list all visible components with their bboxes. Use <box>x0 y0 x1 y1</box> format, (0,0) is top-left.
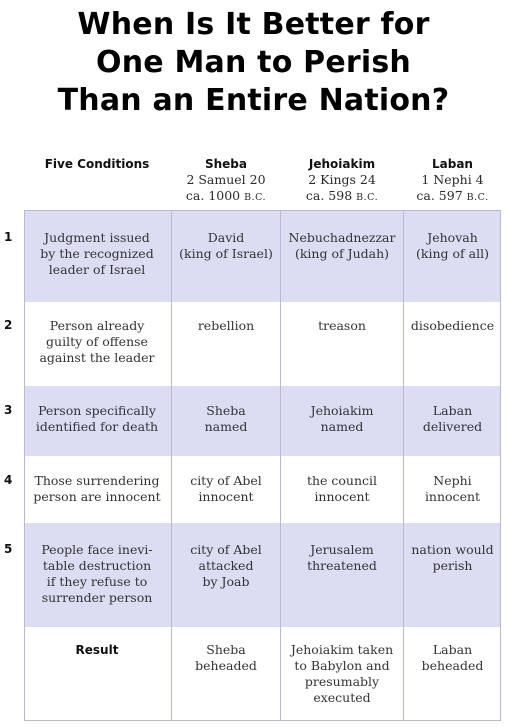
header-conditions <box>24 156 170 172</box>
condition-cell <box>24 473 170 505</box>
table-right-rule <box>500 210 501 721</box>
sheba-cell <box>173 542 279 590</box>
cell-line: the council <box>306 473 378 488</box>
header-jehoiakim-ref: 2 Kings 24 <box>308 172 376 187</box>
jehoiakim-cell <box>282 230 402 262</box>
laban-cell <box>405 403 500 435</box>
cell-line: People face inevi- <box>41 542 153 557</box>
table-bottom-rule <box>24 720 500 721</box>
cell-line: Sheba <box>206 642 246 657</box>
laban-result-cell <box>405 642 500 674</box>
cell-line: threatened <box>307 558 377 573</box>
cell-line: presumably <box>304 674 380 689</box>
cell-line: leader of Israel <box>48 262 146 277</box>
cell-line: Laban <box>432 403 473 418</box>
sheba-cell <box>173 318 279 334</box>
result-label-cell <box>24 642 170 658</box>
header-laban-date-line <box>405 188 500 206</box>
row-number: 4 <box>4 473 13 487</box>
sheba-cell <box>173 230 279 262</box>
header-laban-name: Laban <box>432 157 473 171</box>
header-jehoiakim-date: ca. 598 <box>305 188 353 203</box>
condition-cell <box>24 542 170 606</box>
cell-line: identified for death <box>35 419 159 434</box>
laban-cell <box>405 230 500 262</box>
header-laban <box>405 156 500 206</box>
cell-line: delivered <box>422 419 483 434</box>
header-jehoiakim-date-line <box>282 188 402 206</box>
cell-line: by the recognized <box>40 246 154 261</box>
cell-line: (king of all) <box>416 246 489 261</box>
title-line-1: When Is It Better for <box>77 7 430 42</box>
cell-line: executed <box>313 690 371 705</box>
column-rule-2 <box>280 210 281 721</box>
cell-line: Jehoiakim taken <box>290 642 394 657</box>
cell-line: Jehoiakim <box>310 403 374 418</box>
result-label: Result <box>75 643 119 657</box>
row-number: 3 <box>4 403 13 417</box>
column-rule-3 <box>403 210 404 721</box>
cell-line: city of Abel <box>190 473 262 488</box>
cell-line: Person specifically <box>38 403 156 418</box>
header-sheba-era: B.C. <box>244 192 267 203</box>
header-laban-ref: 1 Nephi 4 <box>421 172 484 187</box>
cell-line: to Babylon and <box>294 658 390 673</box>
laban-cell <box>405 542 500 574</box>
cell-line: innocent <box>314 489 370 504</box>
sheba-cell <box>173 473 279 505</box>
cell-line: disobedience <box>410 318 495 333</box>
sheba-result-cell <box>173 642 279 674</box>
cell-line: person are innocent <box>33 489 161 504</box>
cell-line: city of Abel <box>190 542 262 557</box>
page-title <box>0 6 507 120</box>
jehoiakim-cell <box>282 318 402 334</box>
cell-line: beheaded <box>195 658 257 673</box>
cell-line: Judgment issued <box>44 230 150 245</box>
cell-line: innocent <box>424 489 481 504</box>
cell-line: perish <box>432 558 473 573</box>
header-jehoiakim <box>282 156 402 206</box>
header-laban-date: ca. 597 <box>416 188 463 203</box>
cell-line: Laban <box>432 642 473 657</box>
cell-line: David <box>207 230 245 245</box>
cell-line: against the leader <box>39 350 155 365</box>
header-sheba-date: ca. 1000 <box>185 188 241 203</box>
jehoiakim-result-cell <box>282 642 402 706</box>
jehoiakim-cell <box>282 473 402 505</box>
jehoiakim-cell <box>282 542 402 574</box>
cell-line: named <box>204 419 248 434</box>
cell-line: Sheba <box>206 403 246 418</box>
condition-cell <box>24 403 170 435</box>
cell-line: Those surrendering <box>34 473 160 488</box>
condition-cell <box>24 230 170 278</box>
cell-line: attacked <box>198 558 254 573</box>
sheba-cell <box>173 403 279 435</box>
cell-line: guilty of offense <box>46 334 148 349</box>
row-number: 1 <box>4 230 13 244</box>
title-line-3: Than an Entire Nation? <box>57 83 450 118</box>
row-number: 2 <box>4 318 13 332</box>
cell-line: by Joab <box>202 574 250 589</box>
cell-line: Nebuchadnezzar <box>288 230 396 245</box>
cell-line: table destruction <box>42 558 152 573</box>
cell-line: beheaded <box>421 658 484 673</box>
cell-line: innocent <box>198 489 254 504</box>
cell-line: named <box>320 419 364 434</box>
cell-line: Person already <box>49 318 145 333</box>
cell-line: Nephi <box>433 473 472 488</box>
cell-line: (king of Israel) <box>179 246 273 261</box>
cell-line: Jehovah <box>427 230 478 245</box>
cell-line: surrender person <box>41 590 153 605</box>
header-laban-era: B.C. <box>466 192 489 203</box>
column-rule-1 <box>171 210 172 721</box>
cell-line: treason <box>318 318 366 333</box>
title-line-2: One Man to Perish <box>96 45 411 80</box>
condition-cell <box>24 318 170 366</box>
header-sheba-ref: 2 Samuel 20 <box>186 172 266 187</box>
header-sheba-date-line <box>173 188 279 206</box>
laban-cell <box>405 473 500 505</box>
table-top-rule <box>24 210 500 211</box>
cell-line: Jerusalem <box>310 542 374 557</box>
cell-line: rebellion <box>197 318 255 333</box>
header-jehoiakim-era: B.C. <box>356 192 379 203</box>
laban-cell <box>405 318 500 334</box>
header-sheba <box>173 156 279 206</box>
row-number: 5 <box>4 542 13 556</box>
cell-line: if they refuse to <box>46 574 148 589</box>
header-jehoiakim-name: Jehoiakim <box>308 157 376 171</box>
header-conditions-label: Five Conditions <box>44 157 150 171</box>
cell-line: nation would <box>411 542 494 557</box>
jehoiakim-cell <box>282 403 402 435</box>
cell-line: (king of Judah) <box>294 246 390 261</box>
header-sheba-name: Sheba <box>204 157 247 171</box>
